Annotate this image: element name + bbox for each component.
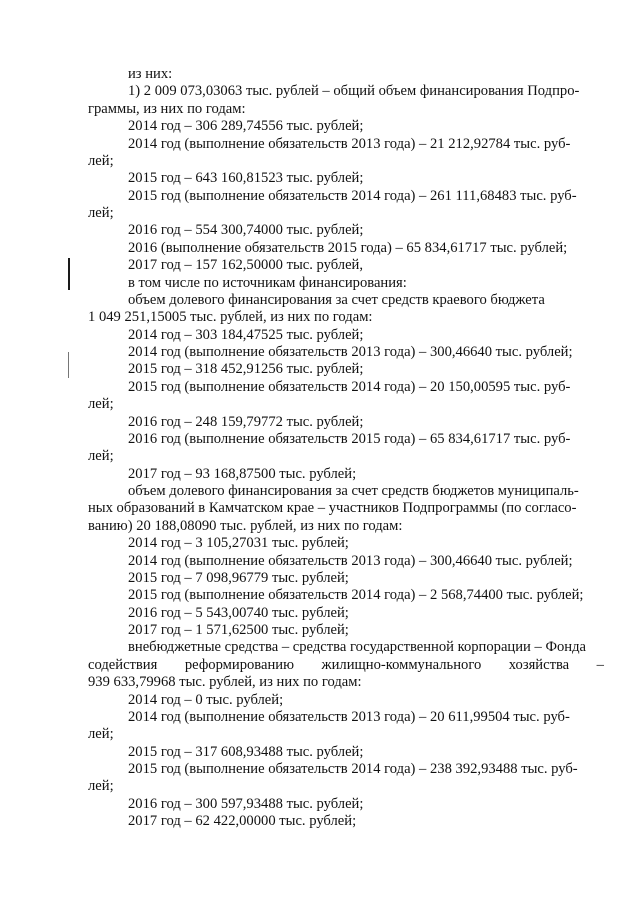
text-line: 2014 год (выполнение обязательств 2013 года) – 300,46640 тыс. рублей;: [128, 552, 573, 569]
text-line: 2017 год – 62 422,00000 тыс. рублей;: [128, 813, 357, 830]
text-line: 2016 (выполнение обязательств 2015 года) – 65 834,61717 тыс. рублей;: [128, 239, 568, 256]
margin-revision-mark: [68, 258, 70, 290]
text-line: 2016 год – 5 543,00740 тыс. рублей;: [128, 604, 349, 621]
text-line: 2015 год – 643 160,81523 тыс. рублей;: [128, 170, 364, 187]
text-line: 2017 год – 93 168,87500 тыс. рублей;: [128, 465, 357, 482]
text-line: 2014 год – 303 184,47525 тыс. рублей;: [128, 326, 364, 343]
text-line: граммы, из них по годам:: [88, 100, 246, 117]
word: –: [596, 656, 604, 673]
text-line: лей;: [88, 726, 114, 743]
text-line: 2014 год – 0 тыс. рублей;: [128, 691, 284, 708]
text-line: внебюджетные средства – средства государственной корпорации – Фонда: [128, 639, 586, 656]
word: содействия: [88, 656, 158, 673]
text-line: в том числе по источникам финансирования:: [128, 274, 407, 291]
margin-revision-mark: [68, 352, 69, 378]
text-line: 1) 2 009 073,03063 тыс. рублей – общий объем финансирования Подпро-: [128, 83, 580, 100]
word: хозяйства: [508, 656, 570, 673]
text-line: 2016 год – 300 597,93488 тыс. рублей;: [128, 795, 364, 812]
word: реформированию: [184, 656, 294, 673]
text-line: лей;: [88, 152, 114, 169]
text-line: лей;: [88, 205, 114, 221]
text-line: 2015 год (выполнение обязательств 2014 года) – 261 111,68483 тыс. руб-: [128, 187, 577, 204]
text-line: 2014 год – 3 105,27031 тыс. рублей;: [128, 535, 349, 552]
text-line: из них:: [128, 66, 173, 82]
text-line: ванию) 20 188,08090 тыс. рублей, из них по годам:: [88, 517, 403, 534]
text-line-justified: [88, 657, 604, 674]
word: жилищно-коммунального: [321, 656, 482, 673]
text-line: 2015 год – 7 098,96779 тыс. рублей;: [128, 569, 349, 586]
text-line: 2014 год (выполнение обязательств 2013 года) – 20 611,99504 тыс. руб-: [128, 708, 570, 725]
text-line: 2015 год – 317 608,93488 тыс. рублей;: [128, 743, 364, 760]
text-line: объем долевого финансирования за счет средств краевого бюджета: [128, 291, 545, 308]
text-line: лей;: [88, 778, 114, 795]
text-line: 1 049 251,15005 тыс. рублей, из них по годам:: [88, 309, 373, 326]
text-line: 2017 год – 157 162,50000 тыс. рублей,: [128, 257, 364, 274]
text-line: 2016 год – 554 300,74000 тыс. рублей;: [128, 222, 364, 239]
text-line: 2015 год – 318 452,91256 тыс. рублей;: [128, 361, 364, 378]
text-line: 2016 год – 248 159,79772 тыс. рублей;: [128, 413, 364, 430]
text-line: 2014 год (выполнение обязательств 2013 года) – 21 212,92784 тыс. руб-: [128, 135, 571, 152]
text-line: 2014 год – 306 289,74556 тыс. рублей;: [128, 118, 364, 135]
document-body: [88, 66, 604, 831]
text-line: лей;: [88, 448, 114, 465]
text-line: 939 633,79968 тыс. рублей, из них по годам:: [88, 674, 362, 691]
text-line: лей;: [88, 396, 114, 413]
text-line: 2017 год – 1 571,62500 тыс. рублей;: [128, 622, 349, 638]
text-line: 2014 год (выполнение обязательств 2013 года) – 300,46640 тыс. рублей;: [128, 344, 573, 360]
text-line: 2015 год (выполнение обязательств 2014 года) – 2 568,74400 тыс. рублей;: [128, 587, 584, 604]
text-line: ных образований в Камчатском крае – участников Подпрограммы (по согласо-: [88, 500, 577, 517]
text-line: 2016 год (выполнение обязательств 2015 года) – 65 834,61717 тыс. руб-: [128, 430, 571, 447]
text-line: 2015 год (выполнение обязательств 2014 года) – 20 150,00595 тыс. руб-: [128, 378, 571, 395]
text-line: объем долевого финансирования за счет средств бюджетов муниципаль-: [128, 483, 579, 499]
text-line: 2015 год (выполнение обязательств 2014 года) – 238 392,93488 тыс. руб-: [128, 761, 578, 777]
